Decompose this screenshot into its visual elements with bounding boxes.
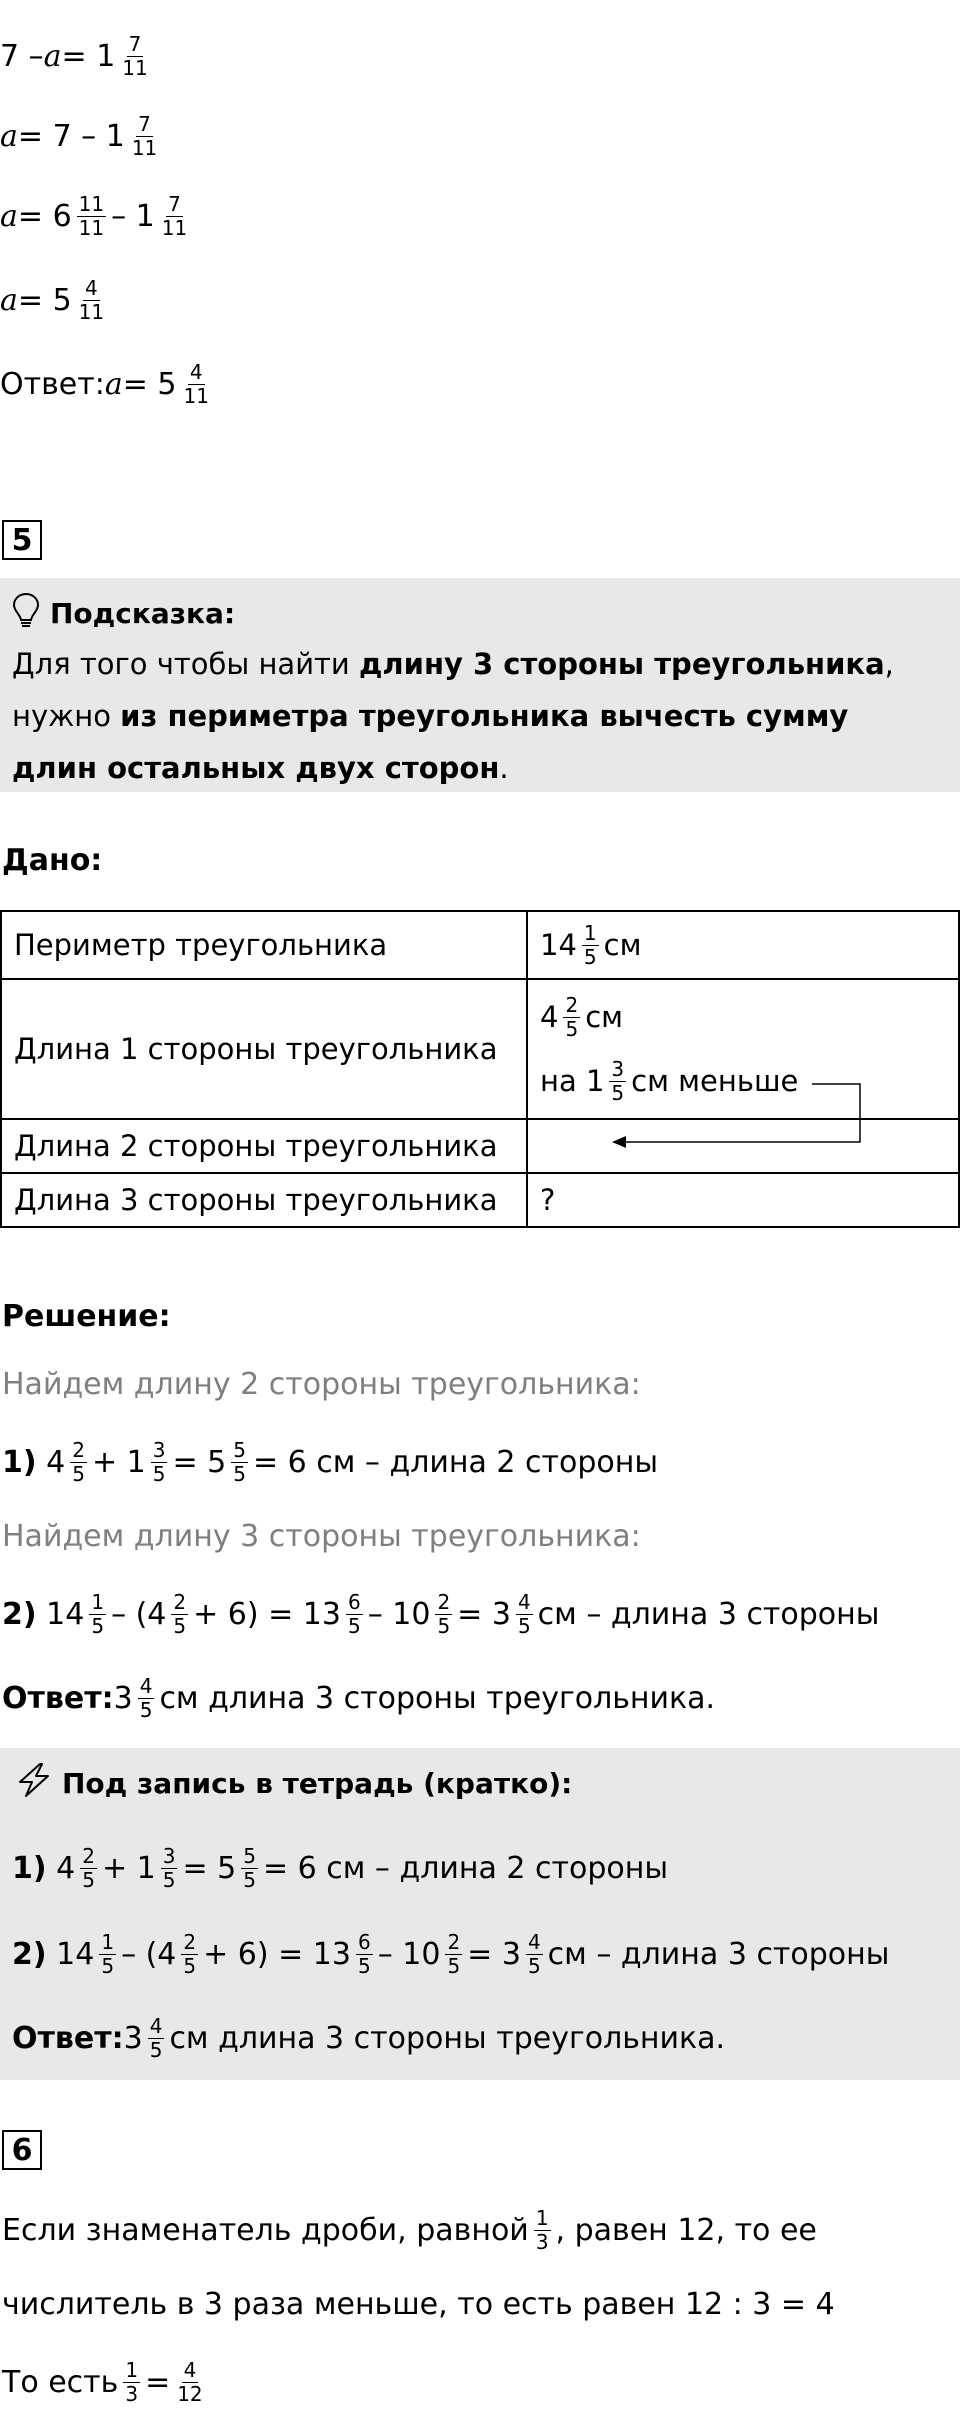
- denominator: 5: [357, 1954, 371, 1978]
- denominator: 5: [82, 1868, 95, 1892]
- eq-text: – (4: [121, 1936, 177, 1972]
- denominator: 5: [91, 1614, 105, 1638]
- numerator: 1: [583, 920, 597, 945]
- eq-text: – (4: [111, 1596, 167, 1632]
- step-number: 2): [2, 1596, 37, 1632]
- cell-unit: см: [585, 1000, 624, 1034]
- denominator: 5: [183, 1954, 197, 1978]
- notebook-box: [0, 1748, 960, 2080]
- eq-text: = 6: [17, 198, 72, 234]
- fraction: [99, 1932, 116, 1977]
- denominator: 5: [139, 1698, 153, 1722]
- denominator: 5: [101, 1954, 115, 1978]
- notebook-title: [14, 1762, 572, 1805]
- denominator: 5: [447, 1954, 461, 1978]
- numerator: 4: [527, 1930, 541, 1954]
- fraction: [175, 2360, 204, 2405]
- fraction: [171, 1592, 188, 1637]
- solution-label: Решение:: [2, 1299, 171, 1334]
- numerator: 4: [149, 2014, 163, 2038]
- denominator: 5: [611, 1080, 625, 1105]
- notebook-title-text: Под запись в тетрадь (кратко):: [62, 1767, 573, 1800]
- task-number-5: 5: [2, 520, 42, 560]
- fraction: [70, 1440, 87, 1485]
- eq-text: 4: [46, 1444, 66, 1480]
- eq-text: = 5: [172, 1444, 227, 1480]
- answer-label: Ответ:: [0, 366, 105, 402]
- hint-text-part: , нужно: [12, 647, 894, 733]
- numerator: 4: [183, 2358, 197, 2382]
- denominator: 11: [122, 56, 148, 80]
- eq-text: = 6 см – длина 2 стороны: [262, 1850, 669, 1886]
- fraction: [445, 1932, 462, 1977]
- eq-text: + 6) = 13: [203, 1936, 351, 1972]
- denominator: 5: [583, 944, 597, 969]
- denominator: 3: [535, 2230, 549, 2254]
- denominator: 11: [161, 216, 188, 240]
- eq-text: = 7 – 1: [17, 118, 125, 154]
- eq-text: см длина 3 стороны треугольника.: [159, 1680, 716, 1716]
- numerator: 5: [243, 1844, 256, 1868]
- numerator: 1: [535, 2206, 549, 2230]
- fraction: [148, 2016, 165, 2061]
- denominator: 5: [243, 1868, 256, 1892]
- fraction: [435, 1592, 452, 1637]
- table-cell: Длина 2 стороны треугольника: [1, 1119, 527, 1173]
- numerator: 6: [347, 1590, 361, 1614]
- cell-text: см меньше: [631, 1064, 799, 1098]
- denominator: 12: [177, 2382, 203, 2406]
- task-number-6: 6: [2, 2130, 42, 2170]
- fraction: [138, 1676, 155, 1721]
- task5-answer: [2, 1676, 715, 1721]
- eq-text: см – длина 3 стороны: [547, 1936, 890, 1972]
- notebook-step-1: [12, 1846, 668, 1891]
- numerator: 4: [517, 1590, 531, 1614]
- denominator: 5: [173, 1614, 187, 1638]
- text: , равен 12, то ее: [555, 2212, 817, 2248]
- denominator: 5: [565, 1016, 579, 1041]
- numerator: 1: [91, 1590, 105, 1614]
- hint-text-part: Для того чтобы найти: [12, 647, 359, 681]
- denominator: 11: [183, 384, 209, 408]
- eq-text: = 3: [457, 1596, 511, 1632]
- fraction: [356, 1932, 373, 1977]
- hint-text-part: .: [499, 751, 509, 785]
- eq-text: = 3: [467, 1936, 521, 1972]
- table-cell: Периметр треугольника: [1, 911, 527, 979]
- eq-text: = 6 см – длина 2 стороны: [252, 1444, 659, 1480]
- notebook-step-2: [12, 1932, 889, 1977]
- numerator: 2: [437, 1590, 451, 1614]
- denominator: 5: [162, 1868, 176, 1892]
- numerator: 4: [189, 360, 203, 384]
- denominator: 5: [233, 1462, 246, 1486]
- text: То есть: [2, 2364, 119, 2400]
- eq-text: 7 –: [0, 38, 44, 74]
- fraction: [89, 1592, 106, 1637]
- eq-text: = 5: [182, 1850, 237, 1886]
- denominator: 5: [72, 1462, 85, 1486]
- task6-paragraph-1: [2, 2208, 817, 2253]
- variable-a: a: [104, 366, 123, 402]
- table-cell: ?: [527, 1173, 959, 1227]
- variable-a: a: [0, 198, 18, 234]
- denominator: 5: [437, 1614, 451, 1638]
- variable-a: a: [0, 118, 18, 154]
- text: =: [145, 2364, 171, 2400]
- numerator: 7: [168, 192, 181, 216]
- cell-value: 4: [540, 1000, 559, 1034]
- numerator: 3: [162, 1844, 176, 1868]
- denominator: 11: [78, 216, 105, 240]
- numerator: 1: [125, 2358, 139, 2382]
- hint-bold-part: длину 3 стороны треугольника: [359, 647, 885, 681]
- cell-unit: см: [603, 928, 642, 962]
- eq-text: + 1: [91, 1444, 146, 1480]
- cell-value: на 1: [540, 1064, 605, 1098]
- eq-text: 14: [46, 1596, 85, 1632]
- numerator: 2: [72, 1438, 85, 1462]
- eq-text: – 10: [367, 1596, 431, 1632]
- fraction: [526, 1932, 543, 1977]
- fraction: [181, 1932, 198, 1977]
- numerator: 4: [139, 1674, 153, 1698]
- given-label: Дано:: [2, 843, 103, 878]
- eq-text: 3: [123, 2020, 143, 2056]
- table-cell: Длина 3 стороны треугольника: [1, 1173, 527, 1227]
- step-number: 1): [12, 1850, 47, 1886]
- numerator: 7: [128, 32, 142, 56]
- fraction: [161, 1846, 178, 1891]
- fraction: [346, 1592, 363, 1637]
- denominator: 5: [152, 1462, 166, 1486]
- eq-text: см длина 3 стороны треугольника.: [169, 2020, 726, 2056]
- answer-label: Ответ:: [2, 1680, 114, 1716]
- fraction: [231, 1440, 248, 1485]
- numerator: 3: [611, 1056, 625, 1081]
- numerator: 4: [85, 276, 98, 300]
- numerator: 7: [138, 112, 151, 136]
- eq-text: = 5: [122, 366, 177, 402]
- fraction: [80, 1846, 97, 1891]
- denominator: 5: [527, 1954, 541, 1978]
- fraction: [123, 2360, 140, 2405]
- step-number: 1): [2, 1444, 37, 1480]
- fraction: [151, 1440, 168, 1485]
- eq-text: 3: [113, 1680, 133, 1716]
- eq-text: + 6) = 13: [193, 1596, 341, 1632]
- numerator: 2: [173, 1590, 187, 1614]
- variable-a: a: [43, 38, 62, 74]
- numerator: 1: [101, 1930, 115, 1954]
- text: Если знаменатель дроби, равной: [2, 2212, 529, 2248]
- eq-text: + 1: [101, 1850, 156, 1886]
- fraction: [516, 1592, 533, 1637]
- eq-text: 4: [56, 1850, 76, 1886]
- solution-note-1: Найдем длину 2 стороны треугольника:: [2, 1367, 641, 1402]
- numerator: 6: [357, 1930, 371, 1954]
- denominator: 5: [149, 2038, 163, 2062]
- solution-step-1: [2, 1440, 658, 1485]
- numerator: 11: [78, 192, 105, 216]
- task6-paragraph-2: числитель в 3 раза меньше, то есть равен 12 : 3 = 4: [2, 2287, 835, 2322]
- eq-text: – 1: [111, 198, 155, 234]
- eq-text: 14: [56, 1936, 95, 1972]
- numerator: 2: [183, 1930, 197, 1954]
- cell-value: 14: [540, 928, 577, 962]
- hint-title-text: Подсказка:: [50, 597, 236, 630]
- numerator: 3: [152, 1438, 166, 1462]
- numerator: 2: [565, 992, 579, 1017]
- fraction: [534, 2208, 551, 2253]
- denominator: 5: [517, 1614, 531, 1638]
- notebook-answer: [12, 2016, 725, 2061]
- denominator: 5: [347, 1614, 361, 1638]
- numerator: 5: [233, 1438, 246, 1462]
- eq-text: = 5: [17, 282, 72, 318]
- task6-paragraph-3: [2, 2360, 210, 2405]
- numerator: 2: [82, 1844, 95, 1868]
- eq-text: – 10: [377, 1936, 441, 1972]
- solution-step-2: [2, 1592, 879, 1637]
- eq-text: = 1: [61, 38, 116, 74]
- denominator: 11: [78, 300, 105, 324]
- variable-a: a: [0, 282, 18, 318]
- solution-note-2: Найдем длину 3 стороны треугольника:: [2, 1519, 641, 1554]
- eq-text: см – длина 3 стороны: [537, 1596, 880, 1632]
- lightning-icon: [14, 1762, 54, 1805]
- answer-label: Ответ:: [12, 2020, 124, 2056]
- step-number: 2): [12, 1936, 47, 1972]
- denominator: 3: [125, 2382, 139, 2406]
- fraction: [241, 1846, 258, 1891]
- denominator: 11: [131, 136, 158, 160]
- table-cell: Длина 1 стороны треугольника: [1, 979, 527, 1119]
- numerator: 2: [447, 1930, 461, 1954]
- hint-bold-part: из периметра треугольника вычесть сумму длин остальных двух сторон: [12, 699, 849, 785]
